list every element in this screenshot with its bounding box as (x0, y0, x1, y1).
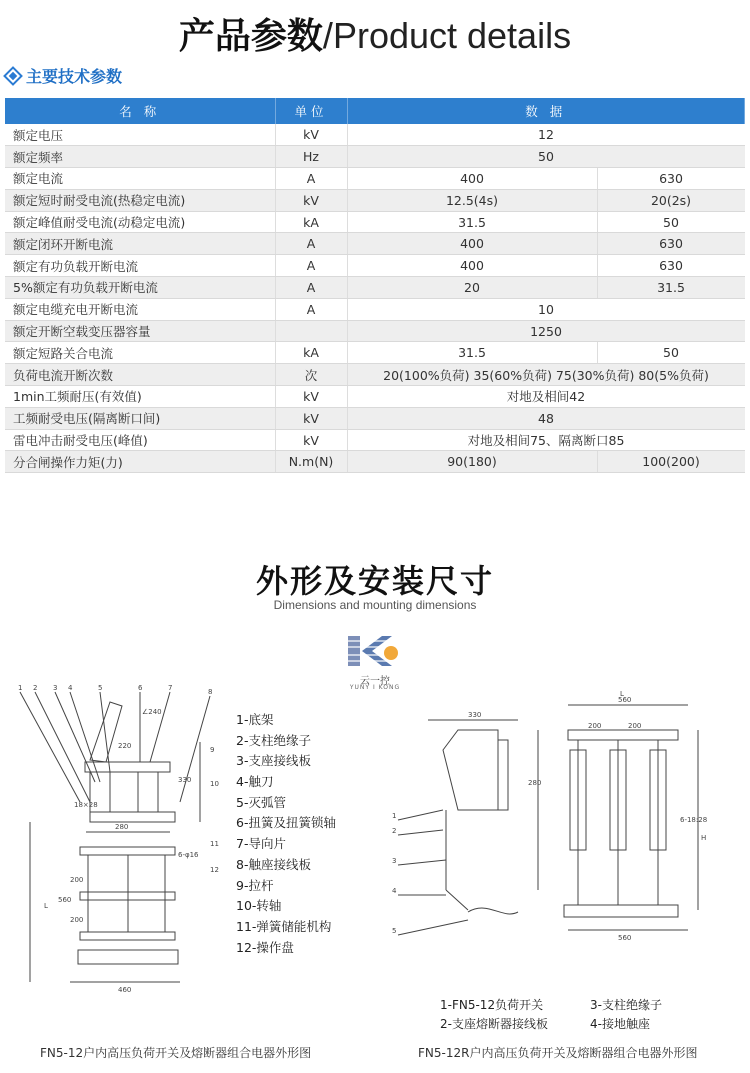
right-dim-560b: 560 (618, 934, 632, 942)
legend-item: 1-FN5-12负荷开关 (440, 998, 544, 1012)
row-name: 额定电缆充电开断电流 (5, 298, 275, 320)
legend-item: 10-转轴 (236, 898, 282, 914)
dimensions-subtitle: Dimensions and mounting dimensions (273, 598, 477, 612)
svg-text:4: 4 (392, 887, 397, 895)
section-title: 主要技术参数 (26, 67, 123, 86)
legend-item: 12-操作盘 (236, 939, 294, 955)
row-unit: A (275, 298, 347, 320)
row-unit: 次 (275, 364, 347, 386)
table-header-row (5, 98, 745, 124)
row-value-1: 20 (347, 277, 597, 299)
table-row (5, 124, 745, 146)
legend-item: 6-扭簧及扭簧锁轴 (236, 815, 336, 831)
legend-item: 7-导向片 (236, 836, 286, 852)
legend-item: 1-底架 (236, 712, 274, 727)
table-row (5, 277, 745, 299)
table-row (5, 342, 745, 364)
row-value-2: 50 (597, 342, 745, 364)
svg-text:1: 1 (392, 812, 397, 820)
left-dim-460: 460 (118, 986, 132, 994)
row-value-2: 630 (597, 233, 745, 255)
dimensions-title: 外形及安装尺寸 (255, 562, 494, 600)
left-dim-560: 560 (58, 896, 72, 904)
svg-text:3: 3 (53, 684, 58, 692)
row-name: 5%额定有功负载开断电流 (5, 277, 275, 299)
row-unit (275, 320, 347, 342)
logo-cn: 云一控 (360, 676, 390, 687)
right-dim-200a: 200 (588, 722, 602, 730)
logo-en: YUNY I KONG (349, 684, 401, 691)
left-dim-280: 280 (115, 823, 129, 831)
row-unit: Hz (275, 146, 347, 168)
table-row (5, 255, 745, 277)
left-dim-hole2: 6-φ16 (178, 851, 199, 859)
row-value-2: 20(2s) (597, 189, 745, 211)
table-row (5, 233, 745, 255)
row-name: 额定短路关合电流 (5, 342, 275, 364)
svg-text:2: 2 (392, 827, 397, 835)
right-dim-330: 330 (468, 711, 482, 719)
row-value: 50 (347, 146, 745, 168)
row-unit: kA (275, 342, 347, 364)
logo-dot (384, 646, 398, 660)
left-dimension-drawing (10, 682, 230, 1002)
spec-table (5, 98, 745, 473)
right-dim-hole: 6-18:28 (680, 816, 708, 824)
row-unit: kV (275, 386, 347, 408)
row-value-1: 12.5(4s) (347, 189, 597, 211)
table-row (5, 298, 745, 320)
svg-text:11: 11 (210, 840, 219, 848)
left-legend (236, 710, 336, 958)
row-name: 额定峰值耐受电流(动稳定电流) (5, 211, 275, 233)
header-unit: 单位 (275, 98, 347, 124)
row-value-2: 50 (597, 211, 745, 233)
legend-item: 3-支座接线板 (236, 753, 311, 769)
diamond-icon (3, 66, 23, 86)
row-unit: A (275, 277, 347, 299)
page-title-en: Product details (332, 15, 572, 56)
row-value: 20(100%负荷) 35(60%负荷) 75(30%负荷) 80(5%负荷) (347, 364, 745, 386)
legend-item: 3-支柱绝缘子 (590, 998, 662, 1012)
row-value: 1250 (347, 320, 745, 342)
row-unit: kV (275, 189, 347, 211)
svg-text:10: 10 (210, 780, 219, 788)
row-name: 额定闭环开断电流 (5, 233, 275, 255)
svg-text:2: 2 (33, 684, 38, 692)
legend-item: 11-弹簧储能机构 (236, 918, 332, 934)
row-unit: kV (275, 124, 347, 146)
row-name: 工频耐受电压(隔离断口间) (5, 407, 275, 429)
legend-item: 8-触座接线板 (236, 856, 311, 872)
table-row (5, 386, 745, 408)
page-title-cn: 产品参数 (178, 16, 323, 57)
row-unit: kV (275, 407, 347, 429)
table-row (5, 429, 745, 451)
svg-text:6: 6 (138, 684, 143, 692)
table-row (5, 168, 745, 190)
svg-text:7: 7 (168, 684, 173, 692)
right-legend (440, 996, 740, 1032)
legend-item: 2-支座熔断器接线板 (440, 1017, 548, 1031)
row-value-1: 31.5 (347, 211, 597, 233)
table-row (5, 407, 745, 429)
svg-text:8: 8 (208, 688, 213, 696)
row-name: 分合闸操作力矩(力) (5, 451, 275, 473)
row-unit: kA (275, 211, 347, 233)
svg-text:12: 12 (210, 866, 219, 874)
row-unit: kV (275, 429, 347, 451)
row-name: 额定电压 (5, 124, 275, 146)
caption-right: FN5-12R户内高压负荷开关及熔断器组合电器外形图 (418, 1046, 698, 1060)
page-title (0, 12, 750, 61)
left-dim-200b: 200 (70, 916, 84, 924)
caption-left: FN5-12户内高压负荷开关及熔断器组合电器外形图 (40, 1046, 312, 1060)
row-value-1: 400 (347, 233, 597, 255)
legend-item: 2-支柱绝缘子 (236, 732, 311, 748)
row-value: 10 (347, 298, 745, 320)
row-name: 1min工频耐压(有效值) (5, 386, 275, 408)
row-value-1: 400 (347, 168, 597, 190)
page-title-sep: / (322, 15, 333, 56)
header-data: 数 据 (347, 98, 745, 124)
row-value-1: 400 (347, 255, 597, 277)
right-dimension-drawing (388, 690, 708, 960)
left-dim-l: L (44, 902, 48, 910)
row-name: 额定有功负载开断电流 (5, 255, 275, 277)
row-value: 对地及相间75、隔离断口85 (347, 429, 745, 451)
table-row (5, 364, 745, 386)
right-dim-280: 280 (528, 779, 542, 787)
left-dim-angle: ∠240 (142, 708, 162, 716)
left-dim-200a: 200 (70, 876, 84, 884)
row-unit: A (275, 233, 347, 255)
svg-text:5: 5 (392, 927, 397, 935)
legend-item: 4-接地触座 (590, 1017, 650, 1031)
legend-item: 5-灭弧管 (236, 794, 286, 810)
row-value-2: 630 (597, 168, 745, 190)
left-dim-hole: 18×28 (74, 801, 98, 809)
row-name: 额定频率 (5, 146, 275, 168)
left-dim-330: 330 (178, 776, 192, 784)
svg-text:3: 3 (392, 857, 397, 865)
table-row (5, 320, 745, 342)
legend-item: 4-触刀 (236, 774, 274, 790)
table-row (5, 146, 745, 168)
svg-text:1: 1 (18, 684, 23, 692)
svg-text:5: 5 (98, 684, 103, 692)
brand-logo (340, 632, 410, 692)
table-row (5, 211, 745, 233)
row-value: 12 (347, 124, 745, 146)
right-dim-h: H (701, 834, 707, 842)
legend-item: 9-拉杆 (236, 877, 274, 893)
row-name: 额定电流 (5, 168, 275, 190)
row-value: 48 (347, 407, 745, 429)
row-name: 雷电冲击耐受电压(峰值) (5, 429, 275, 451)
row-name: 额定开断空载变压器容量 (5, 320, 275, 342)
row-value-2: 100(200) (597, 451, 745, 473)
row-value-1: 31.5 (347, 342, 597, 364)
right-dim-560a: 560 (618, 696, 632, 704)
svg-text:4: 4 (68, 684, 73, 692)
row-unit: A (275, 255, 347, 277)
row-value-1: 90(180) (347, 451, 597, 473)
row-name: 额定短时耐受电流(热稳定电流) (5, 189, 275, 211)
svg-text:9: 9 (210, 746, 215, 754)
row-name: 负荷电流开断次数 (5, 364, 275, 386)
section-header (6, 64, 122, 87)
row-value: 对地及相间42 (347, 386, 745, 408)
right-dim-200b: 200 (628, 722, 642, 730)
table-row (5, 189, 745, 211)
row-unit: N.m(N) (275, 451, 347, 473)
row-value-2: 630 (597, 255, 745, 277)
table-row (5, 451, 745, 473)
left-dim-220: 220 (118, 742, 132, 750)
row-value-2: 31.5 (597, 277, 745, 299)
header-name: 名 称 (5, 98, 275, 124)
right-dim-l: L (620, 690, 624, 698)
row-unit: A (275, 168, 347, 190)
